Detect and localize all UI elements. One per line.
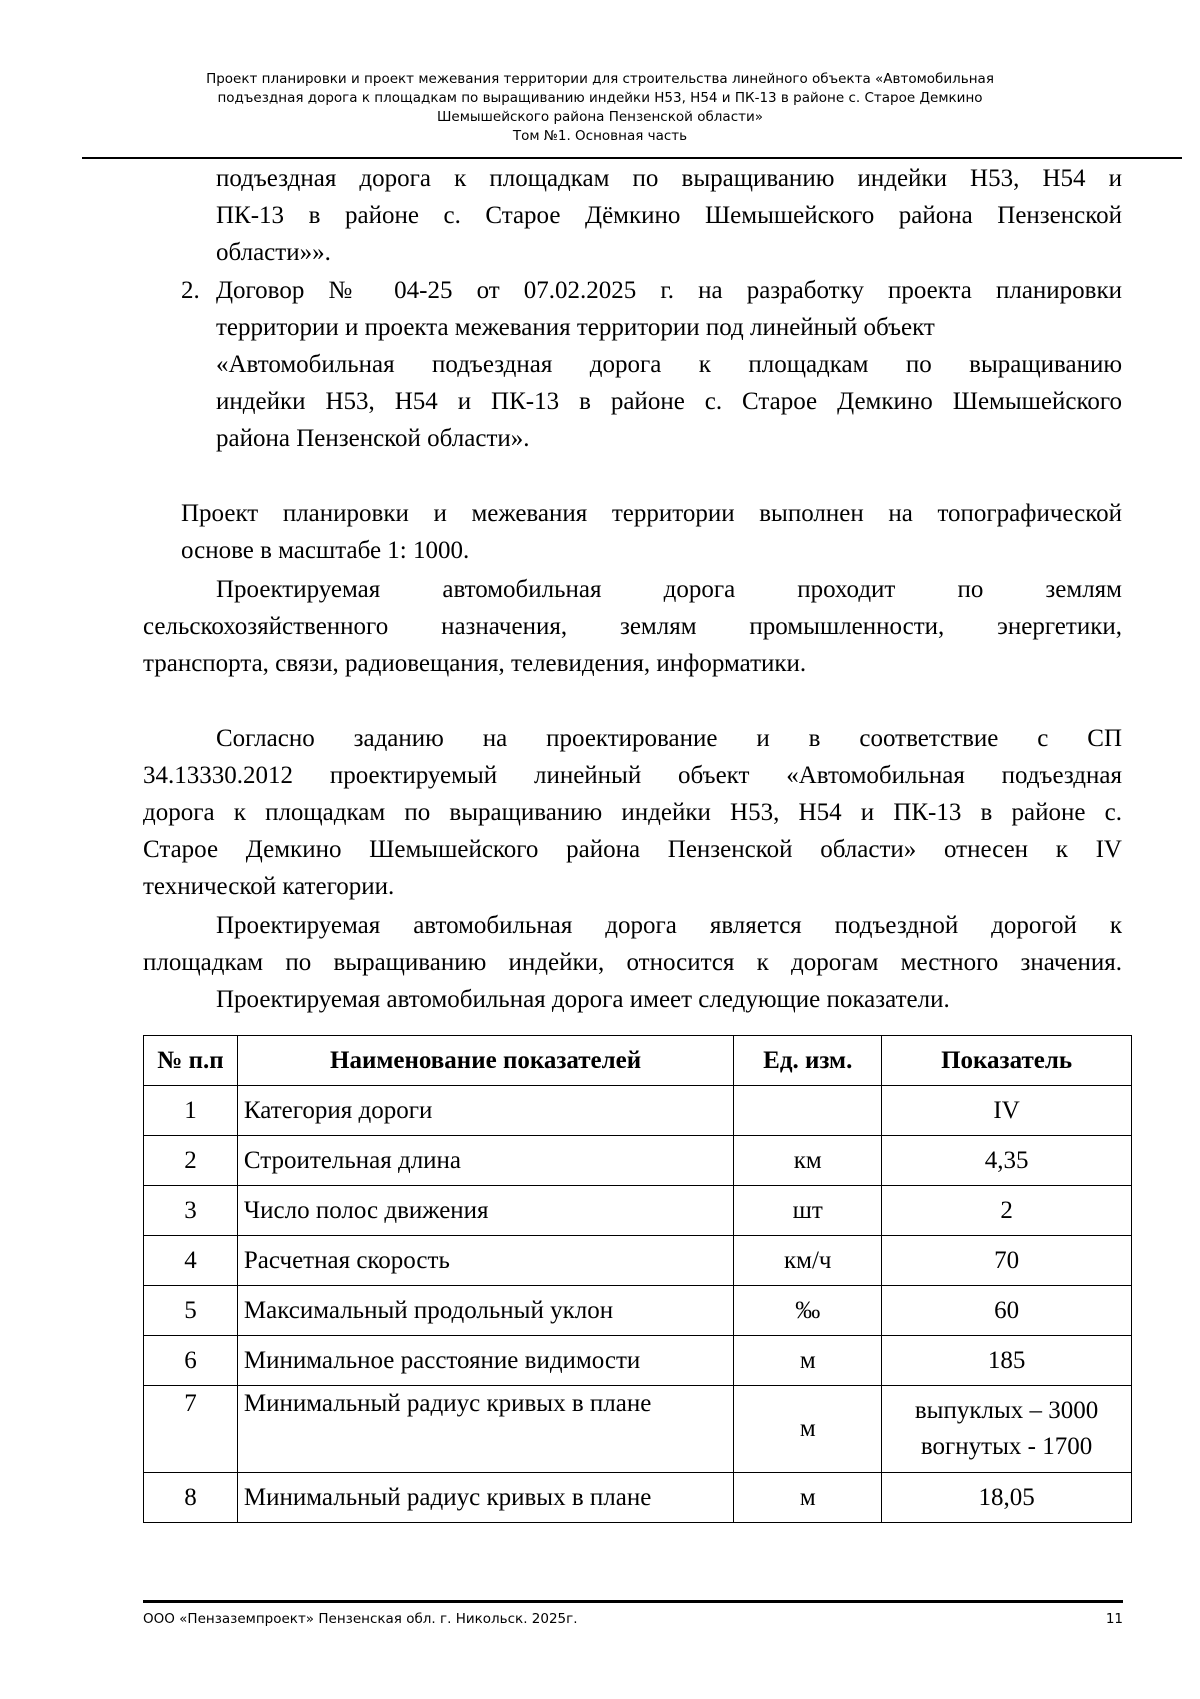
page-number: 11 bbox=[1105, 1611, 1123, 1627]
text-line: транспорта, связи, радиовещания, телевидения, информатики. bbox=[143, 650, 807, 677]
cell-number: 7 bbox=[144, 1386, 238, 1473]
text-line: территории и проекта межевания территории под линейный объект bbox=[216, 314, 935, 341]
cell-value: 4,35 bbox=[882, 1136, 1132, 1186]
footer-company: ООО «Пензаземпроект» Пензенская обл. г. Никольск. 2025г. bbox=[143, 1611, 578, 1627]
table-row bbox=[144, 1186, 1132, 1236]
table-row bbox=[144, 1386, 1132, 1473]
text-line: Старое Демкино Шемышейского района Пензенской области» отнесен к IV bbox=[143, 836, 1122, 863]
cell-unit: шт bbox=[734, 1186, 882, 1236]
cell-unit bbox=[734, 1086, 882, 1136]
cell-unit: ‰ bbox=[734, 1286, 882, 1336]
table-row bbox=[144, 1136, 1132, 1186]
text-line: Согласно заданию на проектирование и в соответствие с СП bbox=[216, 725, 1122, 752]
cell-number: 5 bbox=[144, 1286, 238, 1336]
cell-unit: м bbox=[734, 1386, 882, 1473]
cell-number: 2 bbox=[144, 1136, 238, 1186]
column-header-unit: Ед. изм. bbox=[734, 1036, 882, 1086]
cell-name: Минимальное расстояние видимости bbox=[237, 1336, 733, 1386]
text-line: основе в масштабе 1: 1000. bbox=[181, 537, 470, 564]
value-concave: вогнутых - 1700 bbox=[920, 1433, 1093, 1460]
cell-number: 4 bbox=[144, 1236, 238, 1286]
cell-name: Категория дороги bbox=[237, 1086, 733, 1136]
header-line-2: подъездная дорога к площадкам по выращиванию индейки Н53, Н54 и ПК-13 в районе с. Старое Демкино bbox=[217, 90, 983, 106]
header-line-1: Проект планировки и проект межевания территории для строительства линейного объекта «Автомобильная bbox=[206, 71, 994, 87]
cell-value: 70 bbox=[882, 1236, 1132, 1286]
table-row bbox=[144, 1086, 1132, 1136]
cell-name: Расчетная скорость bbox=[237, 1236, 733, 1286]
cell-unit: м bbox=[734, 1473, 882, 1523]
text-line: индейки Н53, Н54 и ПК-13 в районе с. Старое Демкино Шемышейского bbox=[216, 388, 1122, 415]
text-line: 34.13330.2012 проектируемый линейный объект «Автомобильная подъездная bbox=[143, 762, 1122, 789]
header-line-3: Шемышейского района Пензенской области» bbox=[436, 109, 764, 125]
cell-name: Строительная длина bbox=[237, 1136, 733, 1186]
table-row bbox=[144, 1336, 1132, 1386]
cell-number: 8 bbox=[144, 1473, 238, 1523]
footer-divider bbox=[143, 1600, 1123, 1603]
cell-number: 3 bbox=[144, 1186, 238, 1236]
indicators-table bbox=[143, 1035, 1132, 1523]
text-line: области»». bbox=[216, 239, 331, 266]
table-row bbox=[144, 1286, 1132, 1336]
header-line-4: Том №1. Основная часть bbox=[512, 128, 688, 144]
cell-unit: км bbox=[734, 1136, 882, 1186]
list-number: 2. bbox=[181, 277, 200, 304]
cell-value: 60 bbox=[882, 1286, 1132, 1336]
cell-number: 1 bbox=[144, 1086, 238, 1136]
cell-value: 185 bbox=[882, 1336, 1132, 1386]
text-line: Проект планировки и межевания территории выполнен на топографической bbox=[181, 500, 1122, 527]
table-row bbox=[144, 1236, 1132, 1286]
text-line: дорога к площадкам по выращиванию индейки Н53, Н54 и ПК-13 в районе с. bbox=[143, 799, 1122, 826]
value-convex: выпуклых – 3000 bbox=[914, 1397, 1099, 1424]
cell-value: 18,05 bbox=[882, 1473, 1132, 1523]
text-line: Проектируемая автомобильная дорога имеет следующие показатели. bbox=[216, 986, 950, 1013]
text-line: сельскохозяйственного назначения, землям промышленности, энергетики, bbox=[143, 613, 1122, 640]
text-line: подъездная дорога к площадкам по выращиванию индейки Н53, Н54 и bbox=[216, 165, 1122, 192]
cell-value bbox=[882, 1386, 1132, 1473]
cell-number: 6 bbox=[144, 1336, 238, 1386]
cell-value: 2 bbox=[882, 1186, 1132, 1236]
table-header-row bbox=[144, 1036, 1132, 1086]
text-line: ПК-13 в районе с. Старое Дёмкино Шемышейского района Пензенской bbox=[216, 202, 1122, 229]
cell-value: IV bbox=[882, 1086, 1132, 1136]
cell-unit: м bbox=[734, 1336, 882, 1386]
text-line: площадкам по выращиванию индейки, относится к дорогам местного значения. bbox=[143, 949, 1122, 976]
column-header-number: № п.п bbox=[144, 1036, 238, 1086]
cell-name: Минимальный радиус кривых в плане bbox=[237, 1473, 733, 1523]
table-row bbox=[144, 1473, 1132, 1523]
column-header-name: Наименование показателей bbox=[237, 1036, 733, 1086]
page-footer bbox=[143, 1611, 1123, 1627]
cell-name: Число полос движения bbox=[237, 1186, 733, 1236]
cell-name: Максимальный продольный уклон bbox=[237, 1286, 733, 1336]
text-line: Проектируемая автомобильная дорога является подъездной дорогой к bbox=[216, 912, 1122, 939]
page-header bbox=[70, 70, 1130, 146]
cell-unit: км/ч bbox=[734, 1236, 882, 1286]
text-line: района Пензенской области». bbox=[216, 425, 530, 452]
header-divider bbox=[82, 157, 1182, 159]
cell-name: Минимальный радиус кривых в плане bbox=[237, 1386, 733, 1473]
text-line: Договор № 04-25 от 07.02.2025 г. на разработку проекта планировки bbox=[216, 277, 1122, 304]
column-header-value: Показатель bbox=[882, 1036, 1132, 1086]
text-line: Проектируемая автомобильная дорога проходит по землям bbox=[216, 576, 1122, 603]
text-line: «Автомобильная подъездная дорога к площадкам по выращиванию bbox=[216, 351, 1122, 378]
text-line: технической категории. bbox=[143, 873, 395, 900]
